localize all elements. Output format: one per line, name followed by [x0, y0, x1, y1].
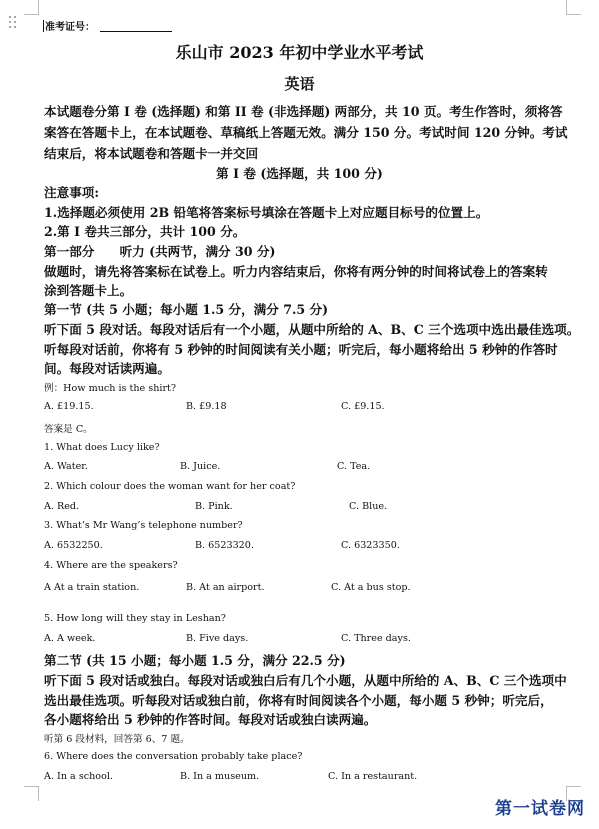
drag-handle-icon[interactable] [9, 16, 17, 30]
question-option: A At a train station. [44, 582, 140, 593]
question-text: 1. What does Lucy like? [44, 442, 160, 453]
section2-instruction: 各小题将给出 5 秒钟的作答时间。每段对话或独白读两遍。 [44, 712, 377, 727]
section1-instruction: 间。每段对话读两遍。 [44, 361, 170, 376]
example-answer: 答案是 C。 [44, 424, 93, 435]
question-text: 3. What’s Mr Wang’s telephone number? [44, 520, 243, 531]
section2-instruction: 选出最佳选项。听每段对话或独白前，你将有时间阅读各个小题，每小题 5 秒钟；听完后， [44, 693, 553, 708]
section1-heading: 第一节 (共 5 小题；每小题 1.5 分，满分 7.5 分) [44, 302, 329, 317]
question-text: 4. Where are the speakers? [44, 560, 178, 571]
section1-instruction: 听下面 5 段对话。每段对话后有一个小题，从题中所给的 A、B、C 三个选项中选出最佳选项。 [44, 322, 580, 337]
question-text: 6. Where does the conversation probably take place? [44, 751, 303, 762]
example-question: 例：How much is the shirt? [44, 383, 177, 394]
crop-mark-top-left [24, 0, 39, 15]
question-option: A. Red. [44, 501, 80, 512]
question-option: C. Blue. [349, 501, 388, 512]
intro-line: 本试题卷分第 I 卷 (选择题) 和第 II 卷 (非选择题) 两部分，共 10 页。考生作答时，须将答 [44, 104, 563, 119]
example-option: B. £9.18 [186, 401, 227, 412]
question-option: C. At a bus stop. [331, 582, 411, 593]
part1-instruction: 涂到答题卡上。 [44, 283, 133, 298]
question-option: B. At an airport. [186, 582, 265, 593]
volume-title: 第 I 卷 (选择题，共 100 分) [216, 166, 383, 181]
intro-line: 结束后，将本试题卷和答题卡一并交回 [44, 146, 259, 161]
question-option: C. Tea. [337, 461, 371, 472]
example-option: A. £19.15. [44, 401, 94, 412]
text-cursor [43, 20, 44, 32]
crop-mark-top-right [566, 0, 581, 15]
question-option: B. 6523320. [195, 540, 254, 551]
subject-title: 英语 [284, 75, 315, 93]
question-option: A. Water. [44, 461, 88, 472]
watermark-text: 第一试卷网 [495, 799, 585, 819]
notice-item: 1.选择题必须使用 2B 铅笔将答案标号填涂在答题卡上对应题目标号的位置上。 [44, 205, 489, 220]
section2-heading: 第二节 (共 15 小题；每小题 1.5 分，满分 22.5 分) [44, 653, 346, 668]
part1-heading: 第一部分 听力 (共两节，满分 30 分) [44, 244, 276, 259]
question-option: A. 6532250. [44, 540, 103, 551]
question-text: 5. How long will they stay in Leshan? [44, 613, 226, 624]
question-option: C. In a restaurant. [328, 771, 418, 782]
exam-title: 乐山市 2023 年初中学业水平考试 [175, 43, 424, 62]
section2-instruction: 听下面 5 段对话或独白。每段对话或独白后有几个小题，从题中所给的 A、B、C 三个选项中 [44, 673, 567, 688]
question-option: C. Three days. [341, 633, 411, 644]
question-option: B. In a museum. [180, 771, 260, 782]
notice-item: 2.第 I 卷共三部分，共计 100 分。 [44, 224, 246, 239]
question-option: C. 6323350. [341, 540, 400, 551]
question-option: B. Juice. [180, 461, 221, 472]
example-option: C. £9.15. [341, 401, 385, 412]
section2-material: 听第 6 段材料，回答第 6、7 题。 [44, 734, 190, 745]
crop-mark-bottom-left [24, 786, 39, 801]
question-option: B. Pink. [195, 501, 233, 512]
section1-instruction: 听每段对话前，你将有 5 秒钟的时间阅读有关小题；听完后，每小题将给出 5 秒钟的作答时 [44, 342, 558, 357]
exam-id-label: 准考证号： [45, 22, 95, 33]
question-option: B. Five days. [186, 633, 249, 644]
question-option: A. A week. [44, 633, 96, 644]
question-text: 2. Which colour does the woman want for her coat? [44, 481, 296, 492]
notice-title: 注意事项: [44, 185, 100, 200]
part1-instruction: 做题时，请先将答案标在试卷上。听力内容结束后，你将有两分钟的时间将试卷上的答案转 [44, 264, 548, 279]
intro-line: 案答在答题卡上，在本试题卷、草稿纸上答题无效。满分 150 分。考试时间 120 分钟。考试 [44, 125, 568, 140]
question-option: A. In a school. [44, 771, 113, 782]
exam-id-blank [100, 31, 172, 32]
